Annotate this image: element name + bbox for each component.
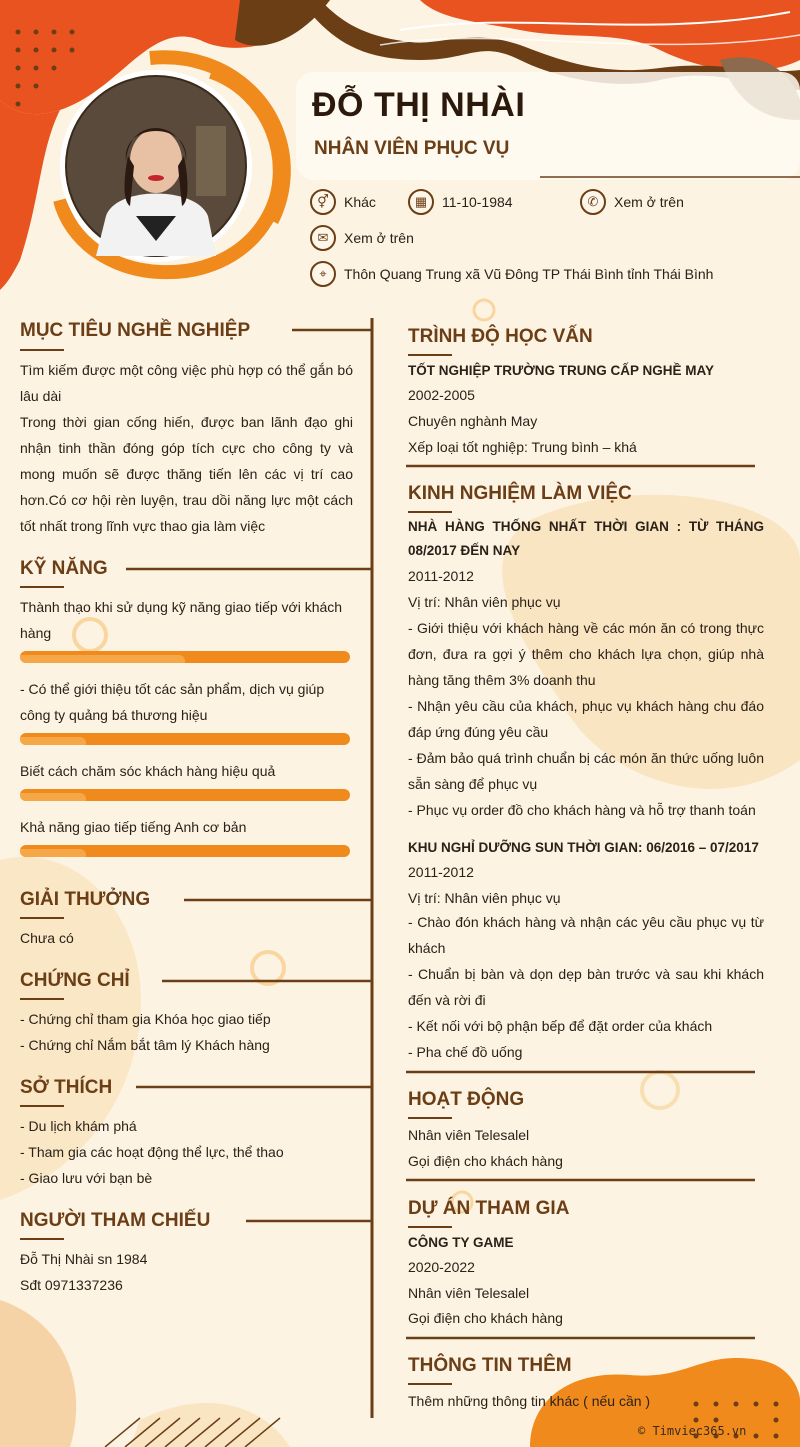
skill-item: Biết cách chăm sóc khách hàng hiệu quả xyxy=(20,763,276,779)
gender-value: Khác xyxy=(344,194,376,210)
job-company: NHÀ HÀNG THỐNG NHẤT THỜI GIAN : TỪ THÁNG 08/2017 ĐẾN NAY xyxy=(408,519,764,558)
skill-level-bar xyxy=(20,733,350,745)
hobby-item: - Du lịch khám phá xyxy=(20,1118,137,1134)
education-school: TỐT NGHIỆP TRƯỜNG TRUNG CẤP NGHỀ MAY xyxy=(408,363,714,378)
email-row xyxy=(310,225,414,251)
title-underline xyxy=(408,354,452,356)
dob-value: 11-10-1984 xyxy=(442,194,513,210)
awards-title: GIẢI THƯỞNG xyxy=(20,889,151,910)
education-major: Chuyên nghành May xyxy=(408,413,538,429)
email-icon: ✉ xyxy=(310,225,336,251)
title-underline xyxy=(20,1105,64,1107)
extra-text: Thêm những thông tin khác ( nếu cần ) xyxy=(408,1393,651,1409)
extra-title: THÔNG TIN THÊM xyxy=(408,1355,572,1376)
address-value: Thôn Quang Trung xã Vũ Đông TP Thái Bình tỉnh Thái Bình xyxy=(344,266,714,282)
location-icon: ⌖ xyxy=(310,261,336,287)
title-underline xyxy=(20,1238,64,1240)
calendar-icon: ▦ xyxy=(408,189,434,215)
objective-title: MỤC TIÊU NGHỀ NGHIỆP xyxy=(20,320,251,341)
objective-text: Tìm kiếm được một công việc phù hợp có thể gắn bó lâu dài Trong thời gian cống hiến, được ban lãnh đạo ghi nhận tinh thần đóng góp tích cực cho công ty và mong muốn sẽ được thăng tiến lên các vị trí cao hơn.Có cơ hội rèn luyện, trau dồi năng lực một cách tốt nhất trong lĩnh vực thao gia làm việc xyxy=(20,362,353,534)
reference-item: Đỗ Thị Nhài sn 1984 xyxy=(20,1251,148,1267)
education-grade: Xếp loại tốt nghiệp: Trung bình – khá xyxy=(408,439,637,455)
title-underline xyxy=(408,511,452,513)
title-underline xyxy=(20,586,64,588)
skill-item: - Có thể giới thiệu tốt các sản phẩm, dịch vụ giúp công ty quảng bá thương hiệu xyxy=(20,681,325,723)
phone-value: Xem ở trên xyxy=(614,194,684,210)
education-years: 2002-2005 xyxy=(408,387,475,403)
project-desc: Gọi điện cho khách hàng xyxy=(408,1310,563,1326)
job-position: Vị trí: Nhân viên phục vụ xyxy=(408,594,561,610)
awards-text: Chưa có xyxy=(20,930,74,946)
activity-item: Nhân viên Telesalel xyxy=(408,1127,530,1143)
job-position: Vị trí: Nhân viên phục vụ xyxy=(408,890,561,906)
job-details: - Chào đón khách hàng và nhận các yêu cầu phục vụ từ khách - Chuẩn bị bàn và dọn dẹp bàn trước và sau khi khách đến và rời đi - Kết nối với bộ phận bếp để đặt order của khách - Pha chế đồ uống xyxy=(408,914,764,1060)
avatar xyxy=(56,66,256,266)
dob-row xyxy=(408,189,513,215)
reference-item: Sđt 0971337236 xyxy=(20,1277,123,1293)
address-row xyxy=(310,261,713,287)
activity-item: Gọi điện cho khách hàng xyxy=(408,1153,563,1169)
experience-title: KINH NGHIỆM LÀM VIỆC xyxy=(408,483,632,504)
title-underline xyxy=(20,998,64,1000)
skill-level-bar xyxy=(20,845,350,857)
skill-item: Khả năng giao tiếp tiếng Anh cơ bản xyxy=(20,819,247,835)
email-value: Xem ở trên xyxy=(344,230,414,246)
project-years: 2020-2022 xyxy=(408,1259,475,1275)
hobby-item: - Giao lưu với bạn bè xyxy=(20,1170,153,1186)
title-underline xyxy=(408,1226,452,1228)
references-title: NGƯỜI THAM CHIẾU xyxy=(20,1210,211,1231)
gender-icon: ⚥ xyxy=(310,189,336,215)
skills-title: KỸ NĂNG xyxy=(20,558,108,579)
projects-title: DỰ ÁN THAM GIA xyxy=(408,1198,570,1219)
title-underline xyxy=(408,1383,452,1385)
skill-item: Thành thạo khi sử dụng kỹ năng giao tiếp với khách hàng xyxy=(20,599,343,641)
job-years: 2011-2012 xyxy=(408,864,474,880)
phone-row xyxy=(580,189,684,215)
certificate-item: - Chứng chỉ Nắm bắt tâm lý Khách hàng xyxy=(20,1037,270,1053)
candidate-name: ĐỖ THỊ NHÀI xyxy=(312,86,526,124)
job-company: KHU NGHỈ DƯỠNG SUN THỜI GIAN: 06/2016 – 07/2017 xyxy=(408,840,759,855)
skill-level-bar xyxy=(20,651,350,663)
education-title: TRÌNH ĐỘ HỌC VẤN xyxy=(408,326,593,347)
project-role: Nhân viên Telesalel xyxy=(408,1285,530,1301)
hobby-item: - Tham gia các hoạt động thể lực, thể thao xyxy=(20,1144,284,1160)
job-details: - Giới thiệu với khách hàng về các món ăn có trong thực đơn, đưa ra gợi ý thêm cho khách lựa chọn, giúp nhà hàng tăng thêm 3% doanh thu - Nhận yêu cầu của khách, phục vụ khách hàng chu đáo đáp ứng đúng yêu cầu - Đảm bảo quá trình chuẩn bị các món ăn thức uống luôn sẵn sàng để phục vụ - Phục vụ order đồ cho khách hàng và hỗ trợ thanh toán xyxy=(408,620,764,818)
job-title: NHÂN VIÊN PHỤC VỤ xyxy=(314,138,510,159)
activities-title: HOẠT ĐỘNG xyxy=(408,1089,525,1110)
title-underline xyxy=(408,1117,452,1119)
title-underline xyxy=(20,917,64,919)
project-company: CÔNG TY GAME xyxy=(408,1235,514,1250)
gender-row xyxy=(310,189,376,215)
footer-watermark: © Timviec365.vn xyxy=(638,1424,747,1438)
certificates-title: CHỨNG CHỈ xyxy=(20,970,130,991)
title-underline xyxy=(20,349,64,351)
phone-icon: ✆ xyxy=(580,189,606,215)
certificate-item: - Chứng chỉ tham gia Khóa học giao tiếp xyxy=(20,1011,271,1027)
hobbies-title: SỞ THÍCH xyxy=(20,1077,113,1098)
skill-level-bar xyxy=(20,789,350,801)
job-years: 2011-2012 xyxy=(408,568,474,584)
